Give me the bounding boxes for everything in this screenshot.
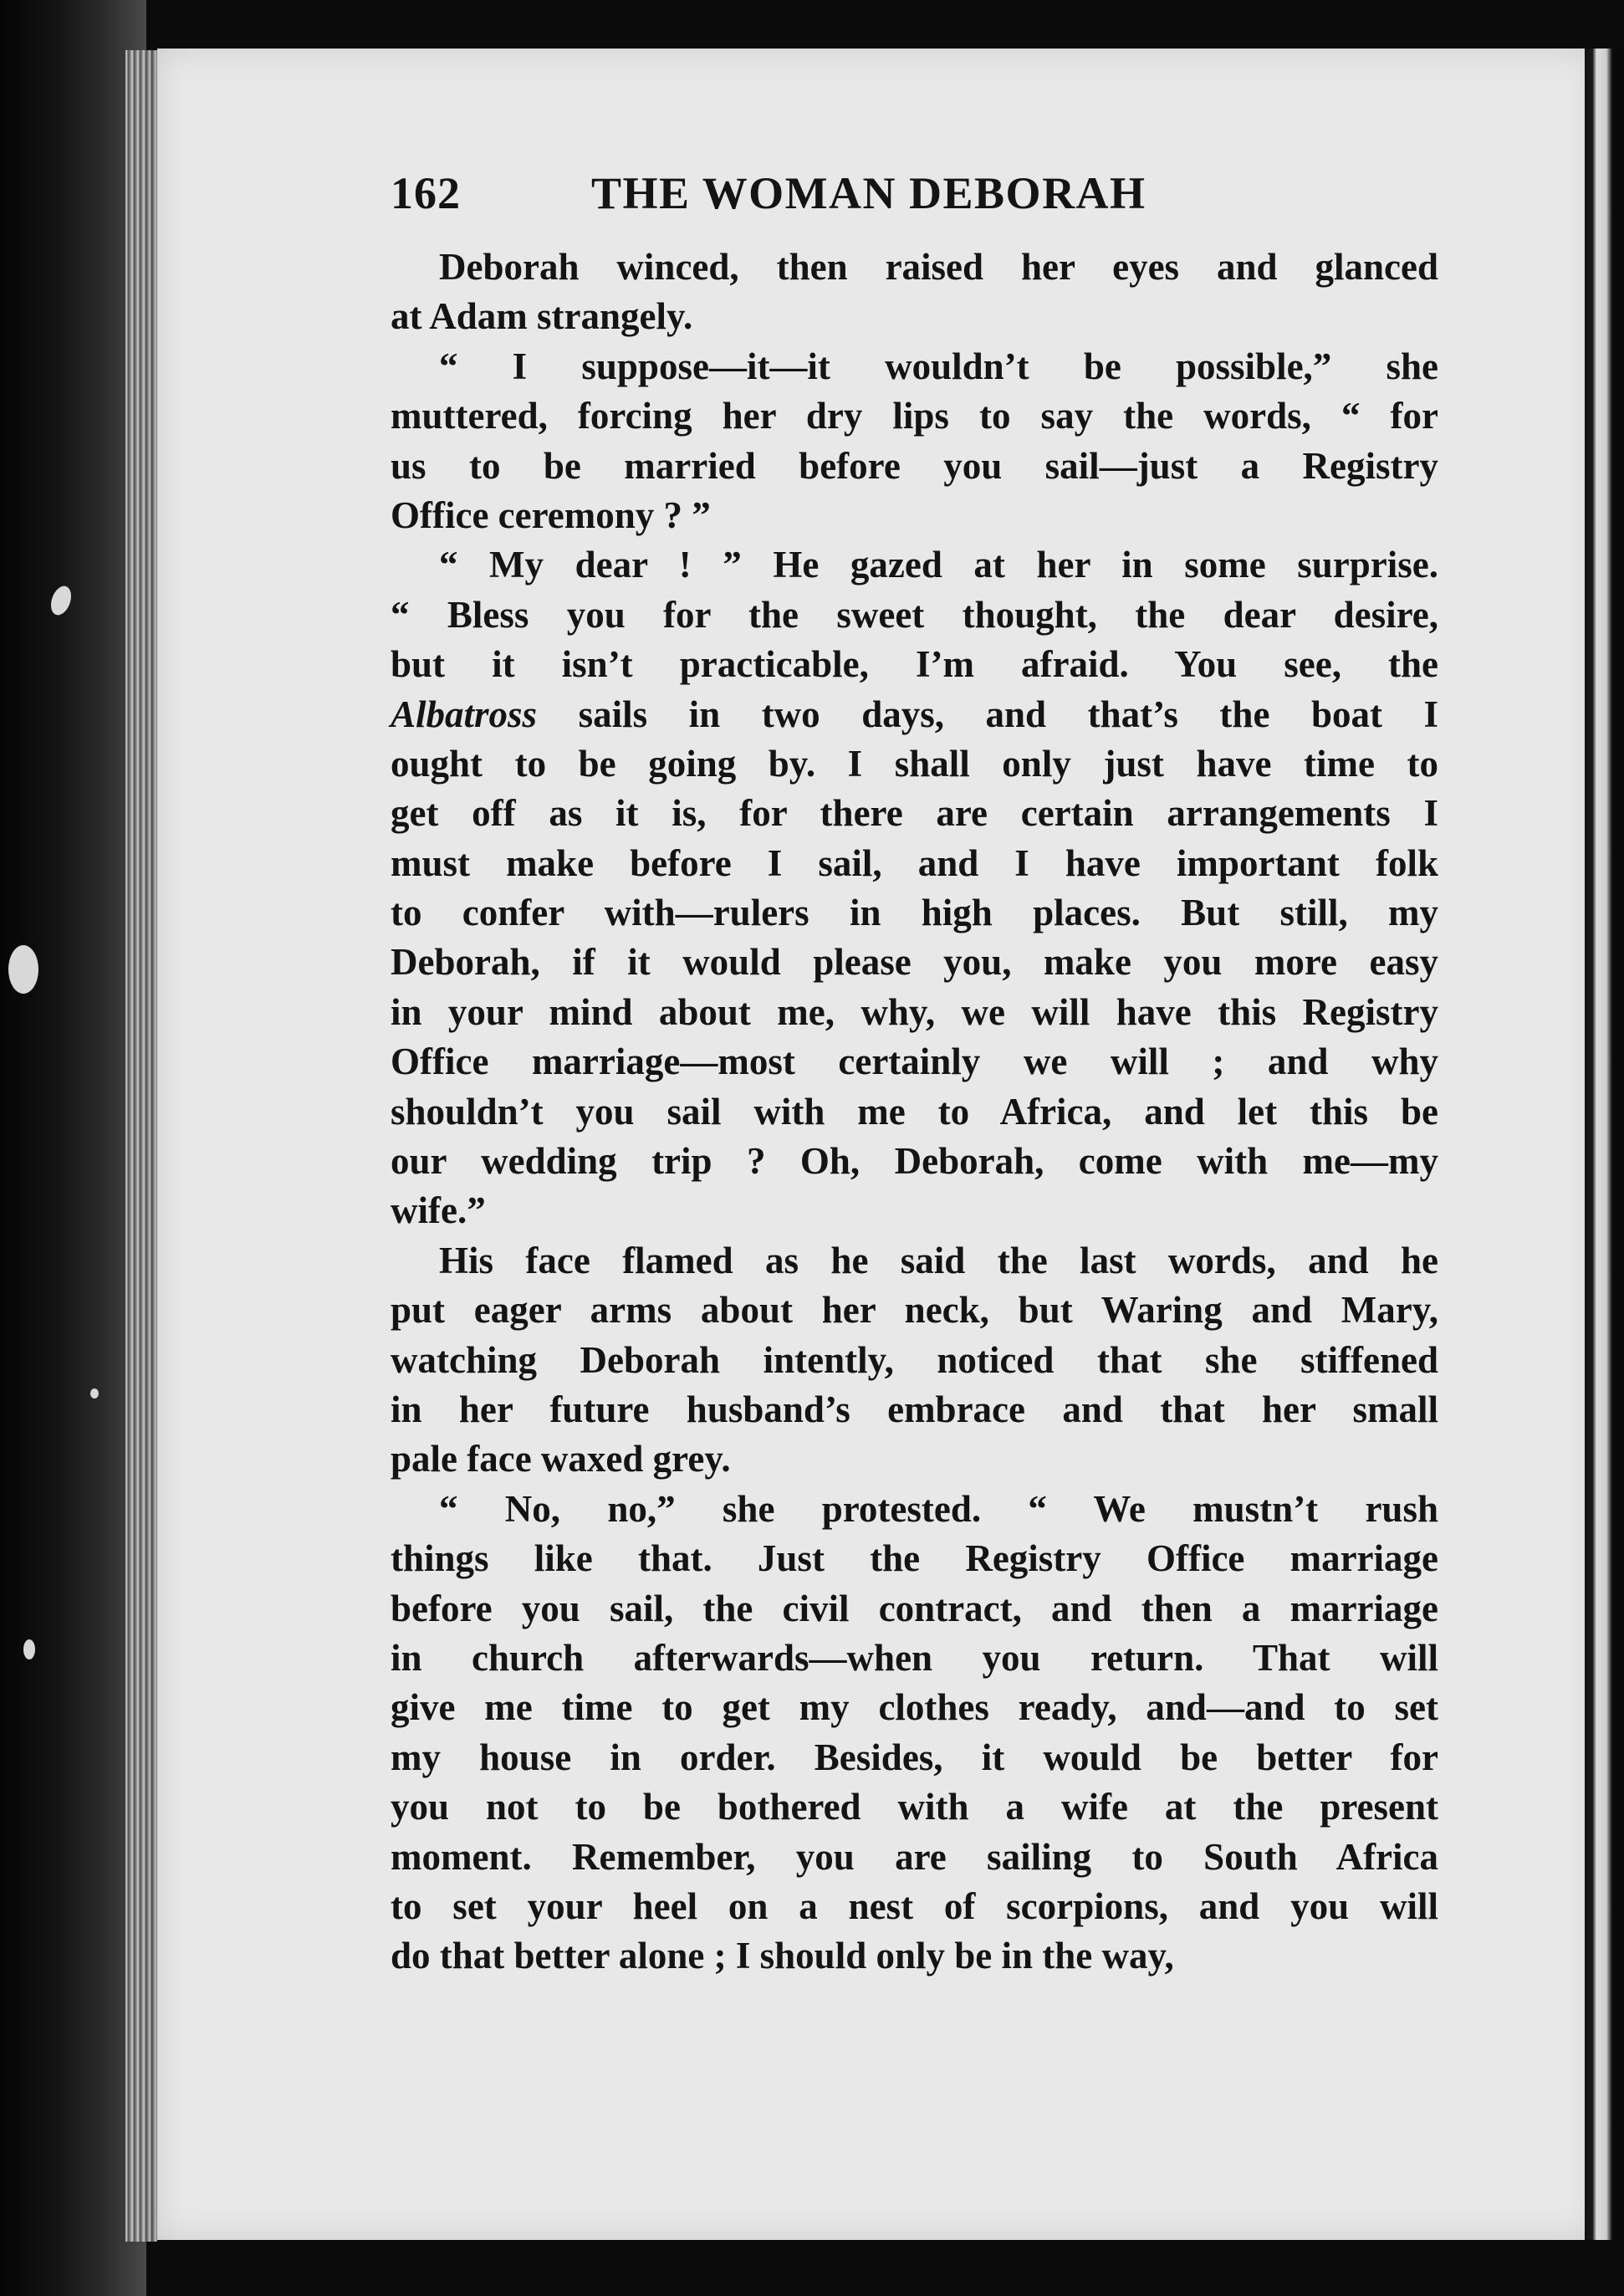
- text-line: get off as it is, for there are certain arrangements I: [391, 792, 1438, 835]
- scan-speck: [23, 1639, 35, 1659]
- paragraph: [391, 342, 1438, 541]
- text-line: must make before I sail, and I have important folk: [391, 841, 1438, 884]
- running-title: THE WOMAN DEBORAH: [591, 168, 1147, 218]
- text-line: ought to be going by. I shall only just have time to: [391, 742, 1438, 785]
- text-line: Deborah winced, then raised her eyes and glanced: [439, 246, 1438, 288]
- text-line: before you sail, the civil contract, and then a marriage: [391, 1587, 1438, 1629]
- text-line: you not to be bothered with a wife at the present: [391, 1786, 1438, 1828]
- text-line: pale face waxed grey.: [391, 1438, 731, 1480]
- scan-background-bottom: [157, 2240, 1596, 2296]
- text-segment: sails in two days, and that’s the boat I: [537, 693, 1438, 735]
- text-line: but it isn’t practicable, I’m afraid. You see, the: [391, 643, 1438, 686]
- text-line: moment. Remember, you are sailing to South Africa: [391, 1835, 1438, 1878]
- text-line: in her future husband’s embrace and that her small: [391, 1388, 1438, 1430]
- paragraph: [391, 1485, 1438, 1982]
- text-line: wife.”: [391, 1189, 486, 1232]
- text-line: our wedding trip ? Oh, Deborah, come with me—my: [391, 1140, 1438, 1183]
- text-line: in your mind about me, why, we will have this Registry: [391, 990, 1438, 1033]
- text-line: to confer with—rulers in high places. But still, my: [391, 892, 1438, 934]
- text-line: [391, 690, 1438, 739]
- text-line: us to be married before you sail—just a Registry: [391, 444, 1438, 487]
- scan-background-left: [0, 0, 146, 2296]
- text-line: muttered, forcing her dry lips to say the words, “ for: [391, 395, 1438, 437]
- text-line: put eager arms about her neck, but Waring and Mary,: [391, 1289, 1438, 1332]
- paragraph: [391, 1236, 1438, 1485]
- paragraph: [391, 540, 1438, 1235]
- text-line: “ I suppose—it—it wouldn’t be possible,” she: [439, 345, 1438, 387]
- scan-speck: [8, 945, 38, 994]
- paragraph: [391, 243, 1438, 342]
- text-line: give me time to get my clothes ready, and—and to set: [391, 1686, 1438, 1729]
- text-line: Deborah, if it would please you, make you more easy: [391, 941, 1438, 984]
- ship-name: Albatross: [391, 693, 538, 735]
- text-line: do that better alone ; I should only be in the way,: [391, 1935, 1174, 1977]
- page-right-edge: [1585, 49, 1624, 2240]
- body-text: [391, 243, 1438, 1982]
- text-line: “ My dear ! ” He gazed at her in some surprise.: [439, 544, 1438, 586]
- text-line: watching Deborah intently, noticed that she stiffened: [391, 1338, 1438, 1381]
- text-line: to set your heel on a nest of scorpions, and you will: [391, 1884, 1438, 1927]
- text-line: at Adam strangely.: [391, 295, 693, 338]
- scan-speck: [90, 1388, 99, 1399]
- text-line: His face flamed as he said the last words, and he: [439, 1239, 1438, 1281]
- page-content: [391, 167, 1438, 1982]
- text-line: shouldn’t you sail with me to Africa, and let this be: [391, 1090, 1438, 1133]
- text-line: my house in order. Besides, it would be better for: [391, 1736, 1438, 1778]
- text-line: in church afterwards—when you return. That will: [391, 1636, 1438, 1679]
- text-line: “ No, no,” she protested. “ We mustn’t rush: [439, 1487, 1438, 1530]
- text-line: Office ceremony ? ”: [391, 493, 711, 536]
- running-head: [391, 167, 1438, 243]
- text-line: “ Bless you for the sweet thought, the dear desire,: [391, 593, 1438, 636]
- text-line: Office marriage—most certainly we will ; and why: [391, 1041, 1438, 1083]
- text-line: things like that. Just the Registry Office marriage: [391, 1537, 1438, 1580]
- page-number: 162: [391, 168, 461, 218]
